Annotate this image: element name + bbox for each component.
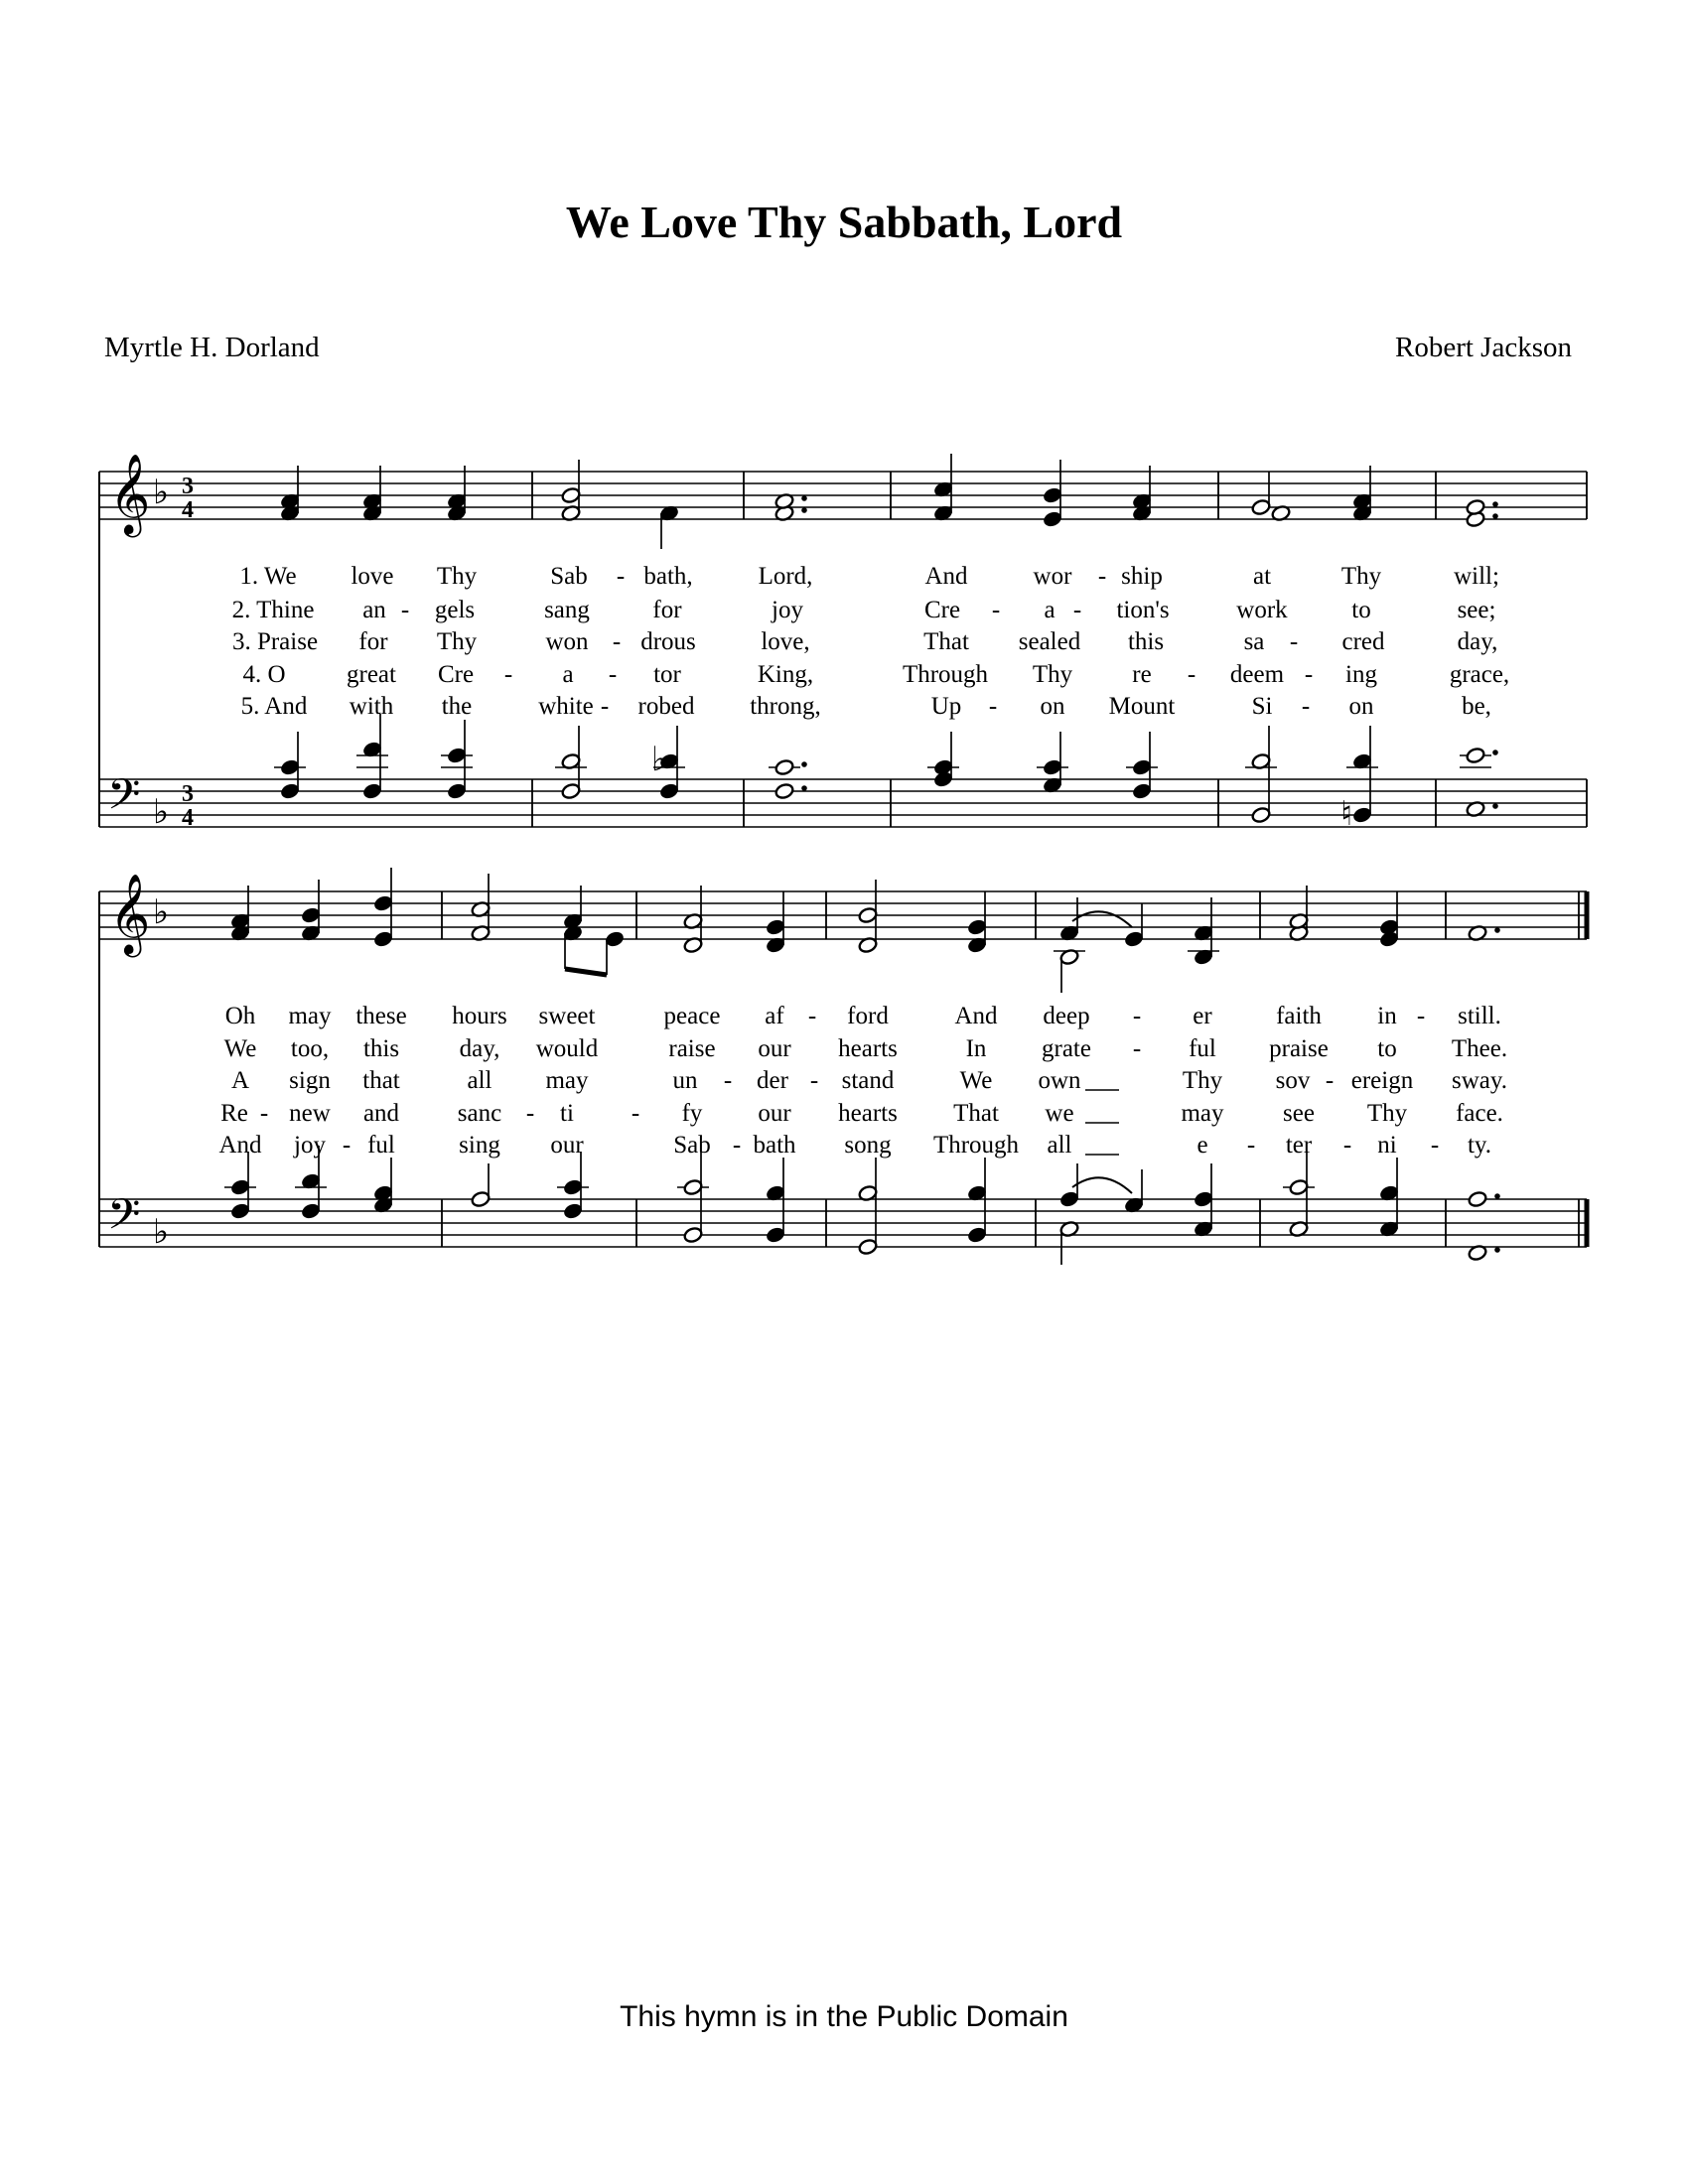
lyric-syllable: Si <box>1251 693 1273 720</box>
lyric-syllable: 4. O <box>242 661 286 688</box>
lyric-syllable: wor <box>1033 563 1072 590</box>
lyric-syllable: 5. And <box>240 693 308 720</box>
lyric-syllable: work <box>1236 597 1288 623</box>
lyric-syllable: be, <box>1462 693 1491 720</box>
lyric-syllable: grace, <box>1449 661 1510 688</box>
lyric-syllable: sing <box>459 1132 500 1159</box>
lyric-syllable: joy <box>294 1132 326 1159</box>
lyric-syllable: love, <box>761 628 810 655</box>
lyric-syllable: peace <box>663 1003 721 1029</box>
lyric-syllable: ing <box>1345 661 1377 688</box>
lyric-syllable: - <box>631 1100 640 1127</box>
augmentation-dot <box>1492 513 1498 519</box>
lyric-syllable: tion's <box>1116 597 1170 623</box>
lyric-syllable: see; <box>1457 597 1496 623</box>
lyric-syllable: ty. <box>1467 1132 1492 1159</box>
augmentation-dot <box>1494 927 1500 933</box>
lyric-syllable: - <box>503 661 513 688</box>
lyric-syllable: Cre <box>437 661 475 688</box>
lyric-syllable: 3. Praise <box>231 628 319 655</box>
lyric-syllable: A <box>230 1067 250 1094</box>
lyric-syllable: song <box>844 1132 892 1159</box>
lyric-syllable: this <box>1127 628 1165 655</box>
lyric-syllable: Lord, <box>758 563 813 590</box>
lyric-syllable: Mount <box>1108 693 1176 720</box>
lyric-syllable: may <box>1181 1100 1224 1127</box>
flat-icon: ♭ <box>153 1212 170 1252</box>
lyric-syllable: sealed <box>1018 628 1081 655</box>
bass-clef-icon: 𝄢 <box>107 1190 141 1250</box>
slur <box>1072 911 1132 927</box>
lyric-syllable: great <box>347 661 396 688</box>
lyric-syllable: And <box>218 1132 262 1159</box>
lyric-syllable: that <box>362 1067 400 1094</box>
augmentation-dot <box>1492 803 1498 809</box>
text-author-credit: Myrtle H. Dorland <box>104 332 320 363</box>
lyric-syllable: That <box>923 628 969 655</box>
lyric-syllable: ni <box>1377 1132 1397 1159</box>
lyric-syllable: Cre <box>923 597 961 623</box>
slur <box>1072 1177 1132 1193</box>
lyric-syllable: - <box>342 1132 352 1159</box>
lyric-syllable: an <box>362 597 386 623</box>
lyric-syllable: still. <box>1458 1003 1501 1029</box>
lyric-syllable: fy <box>681 1100 703 1127</box>
lyric-syllable: deem <box>1229 661 1285 688</box>
treble-clef-icon: 𝄞 <box>109 873 151 954</box>
lyric-syllable: Through <box>932 1132 1020 1159</box>
lyric-syllable: to <box>1377 1035 1397 1062</box>
flat-icon: ♭ <box>153 473 170 512</box>
lyric-syllable: day, <box>459 1035 500 1062</box>
augmentation-dot <box>801 507 807 513</box>
lyric-syllable: Thy <box>1366 1100 1408 1127</box>
lyric-syllable: - <box>809 1067 819 1094</box>
lyric-syllable: cred <box>1341 628 1385 655</box>
lyric-syllable: - <box>612 628 622 655</box>
lyric-syllable: - <box>608 661 618 688</box>
lyric-syllable: That <box>953 1100 999 1127</box>
lyric-syllable: drous <box>640 628 696 655</box>
lyric-syllable: raise <box>668 1035 716 1062</box>
lyric-syllable: robed <box>637 693 695 720</box>
lyric-syllable: at <box>1252 563 1272 590</box>
lyric-syllable: 2. Thine <box>231 597 315 623</box>
lyric-syllable: Thee. <box>1451 1035 1508 1062</box>
composer-credit: Robert Jackson <box>1395 332 1572 363</box>
lyric-syllable: our <box>758 1100 791 1127</box>
lyric-syllable: too, <box>290 1035 330 1062</box>
lyric-syllable: - <box>807 1003 817 1029</box>
lyric-syllable: and <box>362 1100 400 1127</box>
lyric-syllable: - <box>616 563 626 590</box>
lyric-syllable: gels <box>434 597 476 623</box>
page-title: We Love Thy Sabbath, Lord <box>565 197 1123 247</box>
lyric-syllable: Sab <box>673 1132 711 1159</box>
lyric-syllable: hours <box>452 1003 507 1029</box>
lyric-syllable: ereign <box>1350 1067 1414 1094</box>
lyric-syllable: 1. We <box>239 563 297 590</box>
lyric-syllable: these <box>355 1003 407 1029</box>
lyric-syllable: may <box>288 1003 332 1029</box>
lyric-syllable: We <box>223 1035 257 1062</box>
lyric-syllable: a <box>1044 597 1055 623</box>
lyric-syllable: - <box>988 693 998 720</box>
augmentation-dot <box>1494 1193 1500 1199</box>
lyric-syllable: own <box>1038 1067 1081 1094</box>
half-note-head <box>1468 1190 1488 1208</box>
lyric-syllable: - <box>1132 1003 1142 1029</box>
lyric-syllable: Through <box>902 661 989 688</box>
lyric-syllable: sov <box>1275 1067 1311 1094</box>
lyric-syllable: praise <box>1269 1035 1329 1062</box>
lyric-syllable: a <box>562 661 574 688</box>
lyric-syllable: our <box>550 1132 584 1159</box>
lyric-syllable: - <box>1304 661 1314 688</box>
lyric-syllable: - <box>1132 1035 1142 1062</box>
lyric-syllable: King, <box>757 661 814 688</box>
lyric-syllable: - <box>1301 693 1311 720</box>
lyric-syllable: will; <box>1454 563 1499 590</box>
lyric-syllable: - <box>400 597 410 623</box>
public-domain-notice: This hymn is in the Public Domain <box>620 2000 1068 2033</box>
lyric-syllable: deep <box>1043 1003 1090 1029</box>
lyric-syllable: would <box>535 1035 599 1062</box>
lyric-syllable: re <box>1132 661 1152 688</box>
lyric-syllable: - <box>1416 1003 1426 1029</box>
lyric-syllable: Up <box>930 693 962 720</box>
time-signature-numerator: 3 <box>182 474 194 499</box>
lyric-syllable: this <box>362 1035 400 1062</box>
lyric-syllable: all <box>467 1067 492 1094</box>
lyric-syllable: - <box>1187 661 1196 688</box>
lyric-syllable: - <box>732 1132 742 1159</box>
lyric-syllable: joy <box>772 597 803 623</box>
lyric-syllable: ship <box>1121 563 1163 590</box>
lyric-syllable: Thy <box>1340 563 1382 590</box>
lyric-syllable: af <box>765 1003 784 1029</box>
lyric-syllable: - <box>991 597 1001 623</box>
lyric-syllable: We <box>959 1067 993 1094</box>
lyric-syllable: sang <box>544 597 590 623</box>
lyric-syllable: And <box>954 1003 998 1029</box>
lyric-syllable: sway. <box>1451 1067 1508 1094</box>
lyric-syllable: throng, <box>750 693 821 720</box>
lyric-syllable: tor <box>653 661 681 688</box>
lyric-syllable: Thy <box>436 563 478 590</box>
lyric-syllable: Thy <box>436 628 478 655</box>
lyric-syllable: - <box>259 1100 269 1127</box>
lyric-syllable: sa <box>1243 628 1265 655</box>
time-signature-denominator: 4 <box>182 497 194 523</box>
flat-icon: ♭ <box>651 740 668 779</box>
lyric-syllable: - <box>1325 1067 1335 1094</box>
treble-clef-icon: 𝄞 <box>109 453 151 534</box>
lyric-syllable: - <box>1246 1132 1256 1159</box>
lyric-syllable: - <box>723 1067 733 1094</box>
lyric-syllable: In <box>965 1035 987 1062</box>
augmentation-dot <box>801 785 807 791</box>
lyric-syllable: un <box>672 1067 698 1094</box>
lyric-syllable: for <box>358 628 388 655</box>
lyric-syllable: Sab <box>550 563 588 590</box>
lyric-syllable: And <box>924 563 968 590</box>
lyric-syllable: - <box>1289 628 1299 655</box>
lyric-syllable: the <box>441 693 473 720</box>
lyric-syllable: - <box>1342 1132 1352 1159</box>
half-note-head <box>1466 747 1486 764</box>
lyric-syllable: see <box>1283 1100 1315 1127</box>
bass-clef-icon: 𝄢 <box>107 770 141 830</box>
lyric-syllable: ter <box>1285 1132 1313 1159</box>
lyric-syllable: sanc <box>457 1100 502 1127</box>
lyric-syllable: Thy <box>1032 661 1073 688</box>
lyric-syllable: ful <box>367 1132 395 1159</box>
lyric-syllable: on <box>1040 693 1065 720</box>
lyric-syllable: new <box>289 1100 331 1127</box>
lyric-syllable: Oh <box>224 1003 256 1029</box>
lyric-syllable: grate <box>1042 1035 1091 1062</box>
augmentation-dot <box>801 761 807 767</box>
lyric-syllable: on <box>1348 693 1374 720</box>
natural-icon: ♮ <box>1340 794 1353 834</box>
time-signature-denominator: 4 <box>182 805 194 831</box>
lyric-syllable: Thy <box>1182 1067 1223 1094</box>
half-note-head <box>774 782 795 800</box>
lyric-syllable: to <box>1351 597 1371 623</box>
lyric-syllable: ti <box>560 1100 574 1127</box>
augmentation-dot <box>1492 750 1498 755</box>
lyric-syllable: bath <box>753 1132 796 1159</box>
lyric-syllable: sweet <box>538 1003 596 1029</box>
lyric-syllable: white <box>538 693 594 720</box>
lyric-syllable: - <box>1430 1132 1440 1159</box>
lyric-syllable: - <box>525 1100 535 1127</box>
lyric-syllable: Re <box>220 1100 248 1127</box>
augmentation-dot <box>801 495 807 501</box>
lyric-syllable: face. <box>1456 1100 1503 1127</box>
lyric-syllable: - <box>1072 597 1082 623</box>
lyric-syllable: der <box>757 1067 788 1094</box>
lyric-syllable: - <box>1097 563 1107 590</box>
lyric-syllable: e <box>1196 1132 1208 1159</box>
lyric-syllable: sign <box>289 1067 331 1094</box>
lyric-syllable: day, <box>1457 628 1498 655</box>
flat-icon: ♭ <box>153 892 170 932</box>
augmentation-dot <box>1494 1247 1500 1253</box>
lyric-syllable: er <box>1193 1003 1212 1029</box>
beam <box>565 969 607 975</box>
lyric-syllable: in <box>1377 1003 1397 1029</box>
lyric-syllable: hearts <box>838 1100 898 1127</box>
time-signature-numerator: 3 <box>182 781 194 807</box>
augmentation-dot <box>1492 501 1498 507</box>
lyric-syllable: ford <box>847 1003 889 1029</box>
lyric-syllable: we <box>1045 1100 1074 1127</box>
lyric-syllable: love <box>351 563 394 590</box>
half-note-head <box>774 758 795 776</box>
lyric-syllable: with <box>349 693 394 720</box>
lyric-syllable: - <box>600 693 610 720</box>
lyric-syllable: ful <box>1189 1035 1216 1062</box>
flat-icon: ♭ <box>153 792 170 832</box>
lyric-syllable: faith <box>1276 1003 1322 1029</box>
lyric-syllable: all <box>1047 1132 1072 1159</box>
lyric-syllable: our <box>758 1035 791 1062</box>
lyric-syllable: bath, <box>643 563 693 590</box>
lyric-syllable: hearts <box>838 1035 898 1062</box>
lyric-syllable: stand <box>841 1067 895 1094</box>
lyric-syllable: may <box>545 1067 589 1094</box>
lyric-syllable: won <box>545 628 589 655</box>
lyric-syllable: for <box>652 597 682 623</box>
